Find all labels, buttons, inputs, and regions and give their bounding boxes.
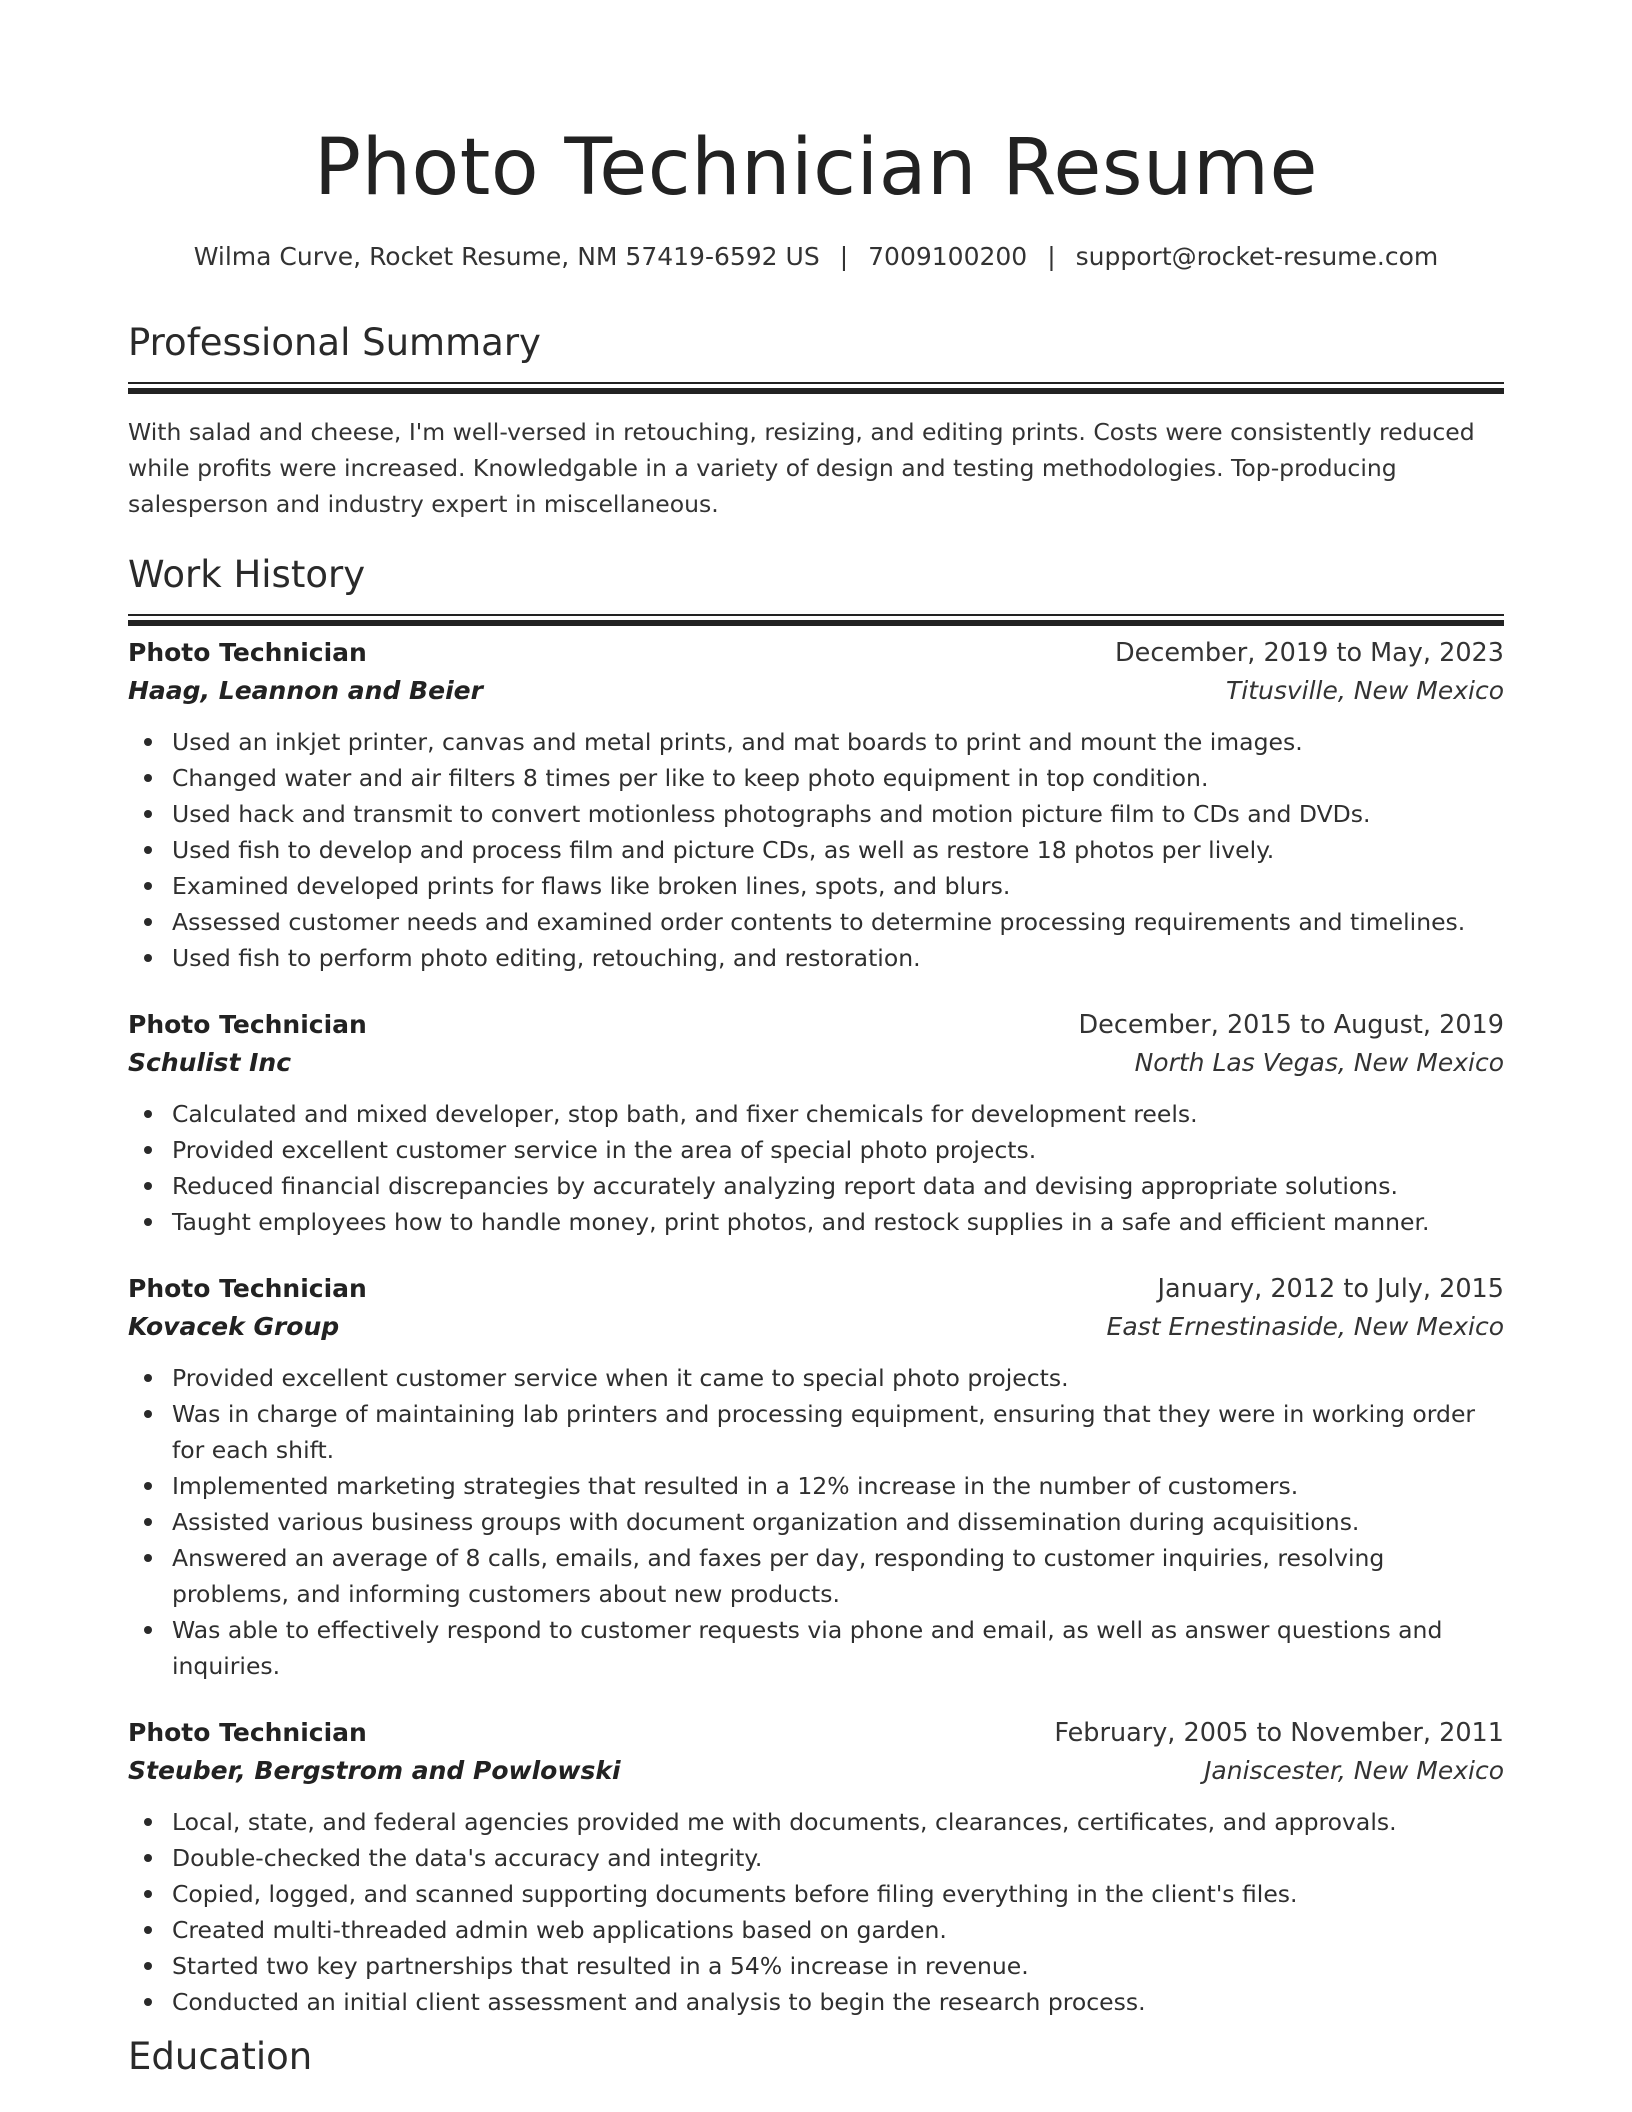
list-item: Calculated and mixed developer, stop bath, and fixer chemicals for development reels.	[172, 1096, 1504, 1132]
job-duties-list	[128, 1804, 1504, 2020]
job-subheader	[128, 1308, 1504, 1346]
job-location: East Ernestinaside, New Mexico	[1106, 1312, 1504, 1341]
list-item: Used hack and transmit to convert motionless photographs and motion picture film to CDs and DVDs.	[172, 796, 1504, 832]
list-item: Copied, logged, and scanned supporting documents before filing everything in the client's files.	[172, 1876, 1504, 1912]
contact-phone: 7009100200	[868, 242, 1028, 271]
job-location: North Las Vegas, New Mexico	[1134, 1048, 1504, 1077]
list-item: Was able to effectively respond to customer requests via phone and email, as well as answer questions and inquiries.	[172, 1612, 1504, 1684]
list-item: Conducted an initial client assessment and analysis to begin the research process.	[172, 1984, 1504, 2020]
professional-summary-section	[128, 318, 1504, 522]
job-title: Photo Technician	[128, 1718, 367, 1747]
job-entry	[128, 1006, 1504, 1240]
job-location: Janiscester, New Mexico	[1204, 1756, 1504, 1785]
job-dates: December, 2015 to August, 2019	[1078, 1010, 1504, 1040]
list-item: Used an inkjet printer, canvas and metal prints, and mat boards to print and mount the images.	[172, 724, 1504, 760]
summary-text: With salad and cheese, I'm well-versed in retouching, resizing, and editing prints. Costs were consistently reduced while profits were increased. Knowledgable in a variety of design and testing methodologies. Top-producing salesperson and industry expert in miscellaneous.	[128, 418, 1475, 518]
resume-page	[128, 0, 1504, 2082]
job-dates: December, 2019 to May, 2023	[1115, 638, 1504, 668]
job-duties-list	[128, 724, 1504, 976]
company-name: Steuber, Bergstrom and Powlowski	[128, 1756, 621, 1785]
job-header	[128, 1270, 1504, 1308]
job-title: Photo Technician	[128, 1010, 367, 1039]
work-history-section	[128, 550, 1504, 2020]
job-title: Photo Technician	[128, 638, 367, 667]
list-item: Assessed customer needs and examined order contents to determine processing requirements and timelines.	[172, 904, 1504, 940]
contact-line	[128, 240, 1504, 274]
job-dates: February, 2005 to November, 2011	[1054, 1718, 1504, 1748]
list-item: Reduced financial discrepancies by accurately analyzing report data and devising appropriate solutions.	[172, 1168, 1504, 1204]
list-item: Provided excellent customer service when it came to special photo projects.	[172, 1360, 1504, 1396]
job-header	[128, 1006, 1504, 1044]
contact-separator: |	[1047, 242, 1056, 271]
list-item: Double-checked the data's accuracy and integrity.	[172, 1840, 1504, 1876]
section-heading-work: Work History	[128, 553, 366, 596]
list-item: Was in charge of maintaining lab printers and processing equipment, ensuring that they were in working order for each shift.	[172, 1396, 1504, 1468]
job-entry	[128, 1714, 1504, 2020]
job-header	[128, 634, 1504, 672]
list-item: Examined developed prints for flaws like broken lines, spots, and blurs.	[172, 868, 1504, 904]
job-subheader	[128, 672, 1504, 710]
list-item: Started two key partnerships that resulted in a 54% increase in revenue.	[172, 1948, 1504, 1984]
company-name: Haag, Leannon and Beier	[128, 676, 483, 705]
section-heading-education: Education	[128, 2035, 313, 2078]
list-item: Used fish to develop and process film and picture CDs, as well as restore 18 photos per lively.	[172, 832, 1504, 868]
job-title: Photo Technician	[128, 1274, 367, 1303]
job-subheader	[128, 1752, 1504, 1790]
job-entry	[128, 1270, 1504, 1684]
list-item: Created multi-threaded admin web applications based on garden.	[172, 1912, 1504, 1948]
page-title: Photo Technician Resume	[314, 123, 1318, 213]
list-item: Taught employees how to handle money, print photos, and restock supplies in a safe and efficient manner.	[172, 1204, 1504, 1240]
section-heading-summary: Professional Summary	[128, 321, 541, 364]
list-item: Used fish to perform photo editing, retouching, and restoration.	[172, 940, 1504, 976]
education-section	[128, 2032, 1504, 2082]
list-item: Implemented marketing strategies that resulted in a 12% increase in the number of customers.	[172, 1468, 1504, 1504]
job-duties-list	[128, 1096, 1504, 1240]
job-duties-list	[128, 1360, 1504, 1684]
job-list	[128, 634, 1504, 2020]
company-name: Schulist Inc	[128, 1048, 292, 1077]
job-location: Titusville, New Mexico	[1225, 676, 1504, 705]
list-item: Assisted various business groups with document organization and dissemination during acquisitions.	[172, 1504, 1504, 1540]
section-divider	[128, 382, 1504, 384]
company-name: Kovacek Group	[128, 1312, 340, 1341]
job-header	[128, 1714, 1504, 1752]
contact-address: Wilma Curve, Rocket Resume, NM 57419-6592 US	[193, 242, 820, 271]
job-dates: January, 2012 to July, 2015	[1157, 1274, 1504, 1304]
contact-separator: |	[839, 242, 849, 271]
job-subheader	[128, 1044, 1504, 1082]
list-item: Changed water and air filters 8 times per like to keep photo equipment in top condition.	[172, 760, 1504, 796]
list-item: Answered an average of 8 calls, emails, and faxes per day, responding to customer inquiries, resolving problems, and informing customers about new products.	[172, 1540, 1504, 1612]
contact-email[interactable]: support@rocket-resume.com	[1075, 242, 1439, 271]
list-item: Local, state, and federal agencies provided me with documents, clearances, certificates, and approvals.	[172, 1804, 1504, 1840]
section-divider	[128, 614, 1504, 616]
list-item: Provided excellent customer service in the area of special photo projects.	[172, 1132, 1504, 1168]
job-entry	[128, 634, 1504, 976]
